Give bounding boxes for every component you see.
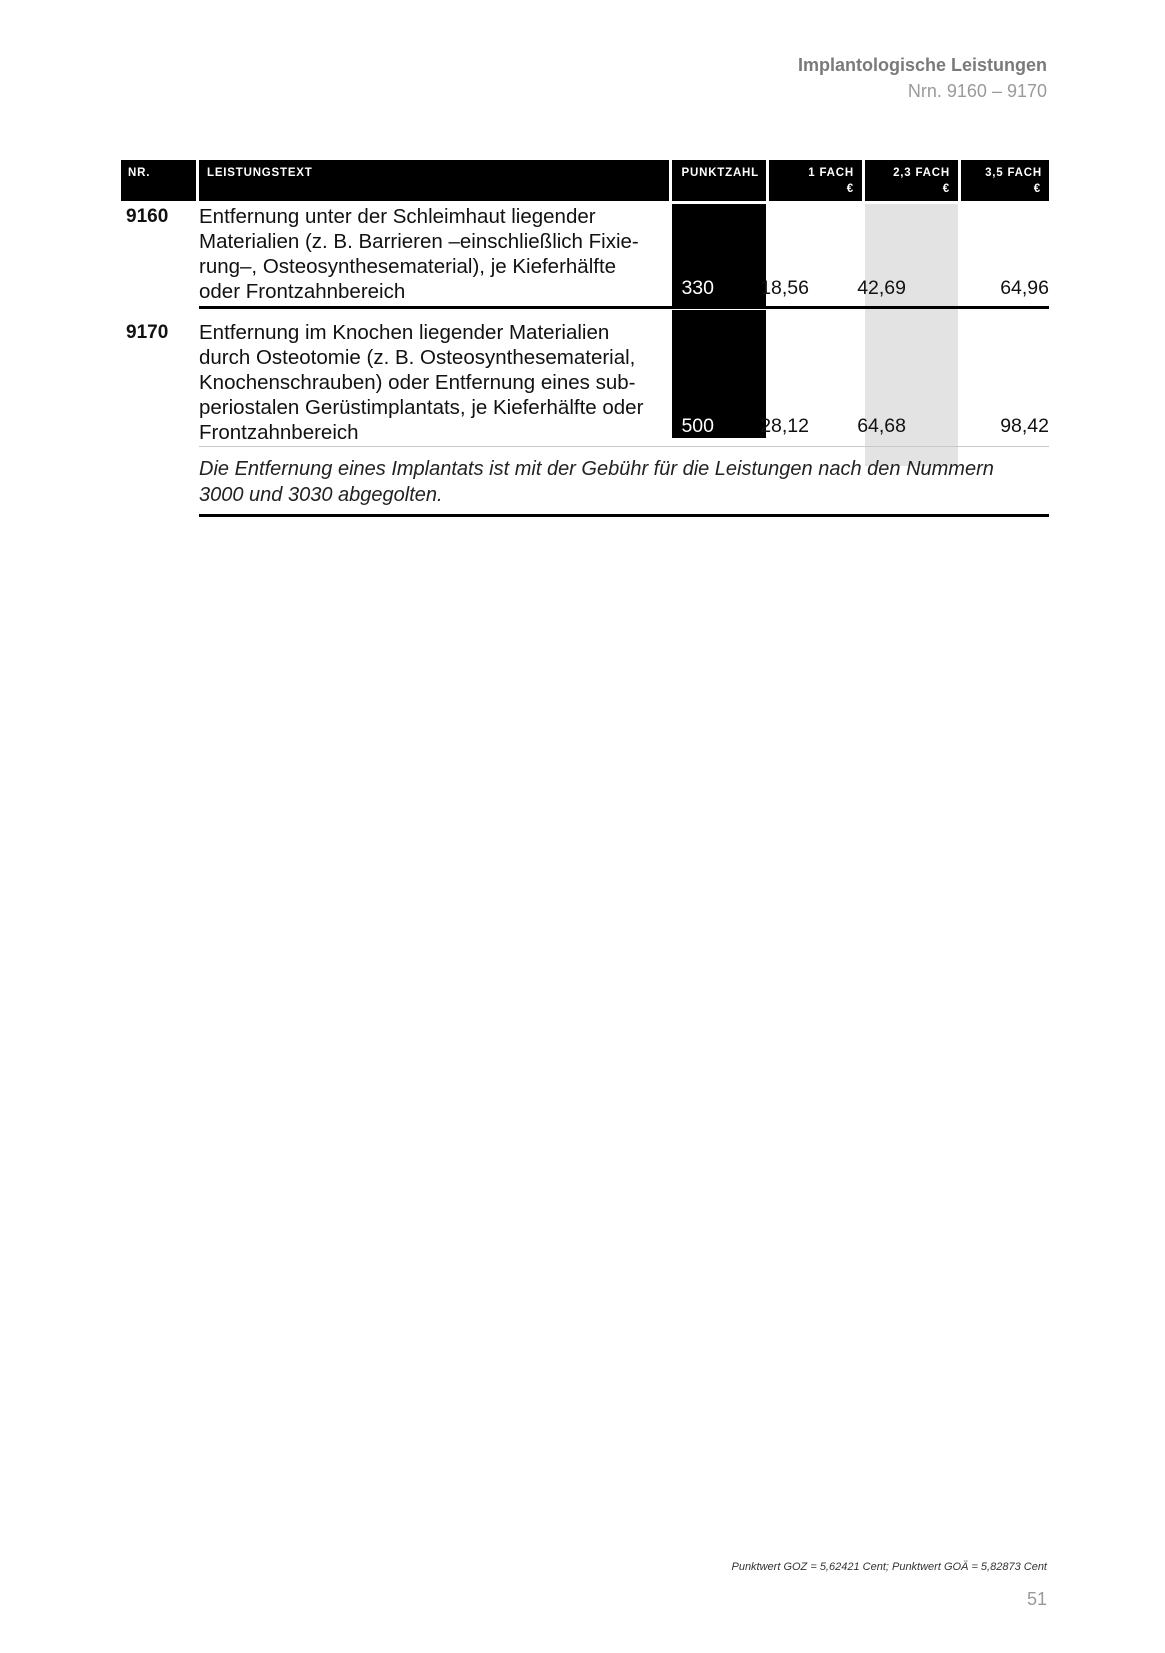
header-fach-23: 2,3 FACH €	[865, 160, 958, 201]
header-fach-35: 3,5 FACH €	[961, 160, 1049, 201]
row-punktzahl: 330	[681, 277, 714, 299]
table-header	[121, 160, 1049, 201]
header-leistungstext: LEISTUNGSTEXT	[199, 160, 669, 201]
row-fach-35: 64,96	[1000, 277, 1049, 299]
row-description: Entfernung im Knochen liegender Materialien durch Osteotomie (z. B. Osteosynthesematerial, Knochenschrauben) oder Entfernung eines sub- periostalen Gerüstimplantats, je Kieferhälfte oder Frontzahnbereich	[199, 321, 644, 444]
row-fach-23: 42,69	[857, 277, 906, 299]
row-divider	[199, 306, 1049, 309]
row-fach-35: 98,42	[1000, 415, 1049, 437]
header-punktzahl: PUNKTZAHL	[672, 160, 766, 201]
table-note: Die Entfernung eines Implantats ist mit der Gebühr für die Leistungen nach den Nummern 3000 und 3030 abgegolten.	[199, 458, 994, 506]
currency-label: €	[1033, 183, 1041, 195]
row-divider	[199, 446, 1049, 447]
row-punktzahl: 500	[681, 415, 714, 437]
currency-label: €	[942, 183, 950, 195]
row-description: Entfernung unter der Schleimhaut liegender Materialien (z. B. Barrieren –einschließlich Fixie- rung–, Osteosynthesematerial), je Kieferhälfte oder Frontzahnbereich	[199, 205, 639, 303]
header-nr: NR.	[121, 160, 196, 201]
table-bottom-rule	[199, 514, 1049, 517]
row-fach-1: 28,12	[760, 415, 809, 437]
row-nr: 9160	[126, 206, 169, 227]
section-title: Implantologische Leistungen	[797, 55, 1047, 75]
row-nr: 9170	[126, 322, 169, 343]
number-range: Nrn. 9160 – 9170	[907, 81, 1047, 101]
running-head	[798, 52, 1047, 104]
row-fach-23: 64,68	[857, 415, 906, 437]
punktwert-footnote: Punktwert GOZ = 5,62421 Cent; Punktwert GOÄ = 5,82873 Cent	[731, 1561, 1047, 1573]
header-fach-1: 1 FACH €	[769, 160, 862, 201]
currency-label: €	[846, 183, 854, 195]
row-fach-1: 18,56	[760, 277, 809, 299]
page-number: 51	[1026, 1589, 1047, 1609]
